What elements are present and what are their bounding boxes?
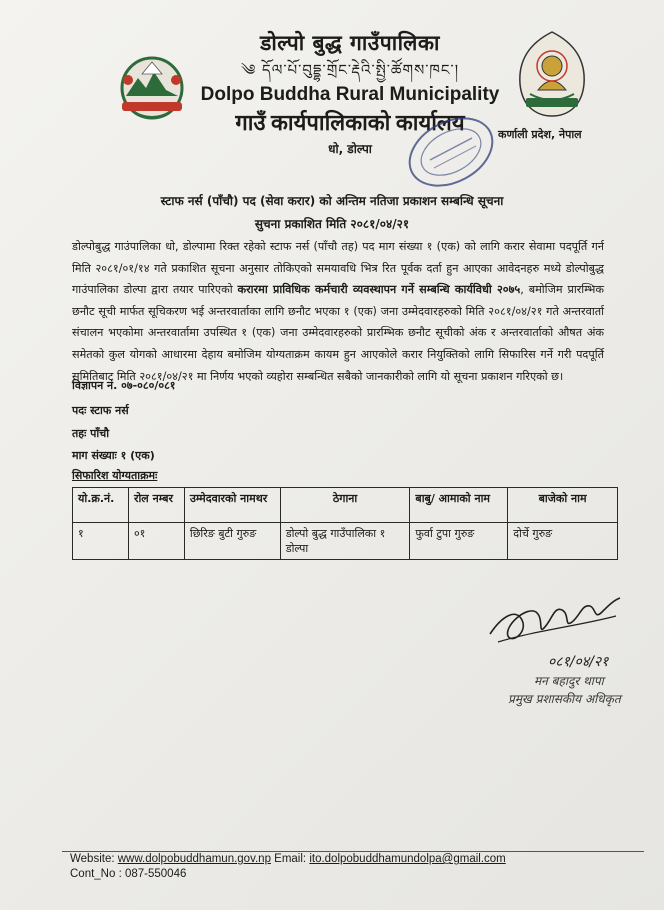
column-header: बाजेको नाम [508, 488, 618, 523]
municipality-name-nepali: डोल्पो बुद्ध गाउँपालिका [260, 31, 440, 55]
notice-body-part-1: डोल्पोबुद्ध गाउंपालिका धो, डोल्पामा रिक्त रहेको स्टाफ नर्स (पाँचौ तह) पद माग संख्या १ (एक) को लागि करार सेवामा पदपूर्ति गर्न मिति २०८१/०१/१४ गते प्रकाशित सूचना अनुसार तोकिएको समयावधि भित्र रित पूर्वक दर्ता हुन आएका आवेदनहरु मध्ये डोल्पोबुद्ध गाउंपालिका डोल्पा द्वारा तयार पारिएको [72, 240, 604, 297]
table-cell: छिरिङ बुटी गुरुङ [184, 523, 280, 560]
recommendation-table [72, 487, 618, 560]
province-label: कर्णाली प्रदेश, नेपाल [498, 128, 582, 141]
demand-count: माग संख्याः १ (एक) [72, 449, 155, 462]
office-stamp-icon [396, 110, 506, 190]
post-name: पदः स्टाफ नर्स [72, 404, 129, 417]
nepal-emblem-icon [112, 52, 192, 124]
buddha-seal-icon [512, 28, 592, 120]
footer [70, 852, 506, 882]
website-label: Website: [70, 853, 118, 865]
notice-body [72, 236, 604, 387]
office-address: धो, डोल्पा [328, 142, 372, 156]
table-cell: दोर्चे गुरुङ [508, 523, 618, 560]
recommendation-heading: सिफारिश योग्यताक्रमः [72, 469, 158, 482]
table-header-row [73, 488, 618, 523]
contact-number: Cont_No : 087-550046 [70, 868, 187, 880]
notice-body-procedure: करारमा प्राविधिक कर्मचारी व्यवस्थापन गर्ने सम्बन्धि कार्यविधी २०७५ [237, 283, 521, 297]
notice-date: सुचना प्रकाशित मिति २०८१/०४/२१ [254, 217, 410, 231]
footer-contact-line [70, 852, 506, 867]
column-header: ठेगाना [280, 488, 410, 523]
table-cell: १ [73, 523, 129, 560]
table-row [73, 523, 618, 560]
notice-title: स्टाफ नर्स (पाँचौ) पद (सेवा करार) को अन्तिम नतिजा प्रकाशन सम्बन्धि सूचना [160, 194, 504, 208]
municipality-name-english: Dolpo Buddha Rural Municipality [200, 84, 500, 105]
signer-name: मन बहादुर थापा [534, 674, 604, 688]
column-header: रोल नम्बर [128, 488, 184, 523]
municipality-name-tibetan: ༄ དོལ་པོ་བུདྡྷ་གྲོང་རྡེའི་སྤྱི་ཚོགས་ཁང་། [240, 61, 460, 79]
office-name: गाउँ कार्यपालिकाको कार्यालय [235, 110, 465, 135]
table-cell: ०१ [128, 523, 184, 560]
website-link[interactable]: www.dolpobuddhamun.gov.np [117, 853, 271, 865]
table-cell: डोल्पो बुद्ध गाउँपालिका १ डोल्पा [280, 523, 410, 560]
email-link[interactable]: ito.dolpobuddhamundolpa@gmail.com [309, 853, 506, 865]
notice-body-part-2: , बमोजिम प्रारम्भिक छनौट सूची मार्फत सूचिकरण भई अन्तरवार्ताका लागि छनौट भएका १ (एक) जना उम्मेदवारहरुको मिति २०८१/०४/२१ गते अन्तरवार्ता संचालन भएकोमा अन्तरवार्तामा उपस्थित १ (एक) जना उम्मेदवारहरुको प्रारम्भिक छनौट सूचीको अंक र अन्तरवार्ताको औषत अंक समेतको कुल योगको आधारमा देहाय बमोजिम योग्यताक्रम कायम हुन आएकोले करार नियुक्तिको लागि सिफारिस गर्ने गरी पदपूर्ति समितिबाट मिति २०८१/०४/२१ मा निर्णय भएको व्यहोरा सम्बन्धित सबैको जानकारीको लागि यो सूचना प्रकाशन गरिएको छ। [72, 283, 605, 383]
table-cell: फुर्वा टुपा गुरुङ [410, 523, 508, 560]
column-header: बाबु/ आमाको नाम [410, 488, 508, 523]
post-level: तहः पाँचौ [72, 427, 110, 440]
column-header: यो.क्र.नं. [73, 488, 129, 523]
email-label: Email: [270, 853, 310, 865]
signer-title: प्रमुख प्रशासकीय अधिकृत [508, 692, 621, 706]
column-header: उम्मेदवारको नामथर [184, 488, 280, 523]
signature-date: ०८१/०४/२१ [548, 654, 609, 670]
signature-icon [478, 586, 628, 676]
advert-number: विज्ञापन नं. ०७-०८०/०८१ [72, 379, 176, 392]
